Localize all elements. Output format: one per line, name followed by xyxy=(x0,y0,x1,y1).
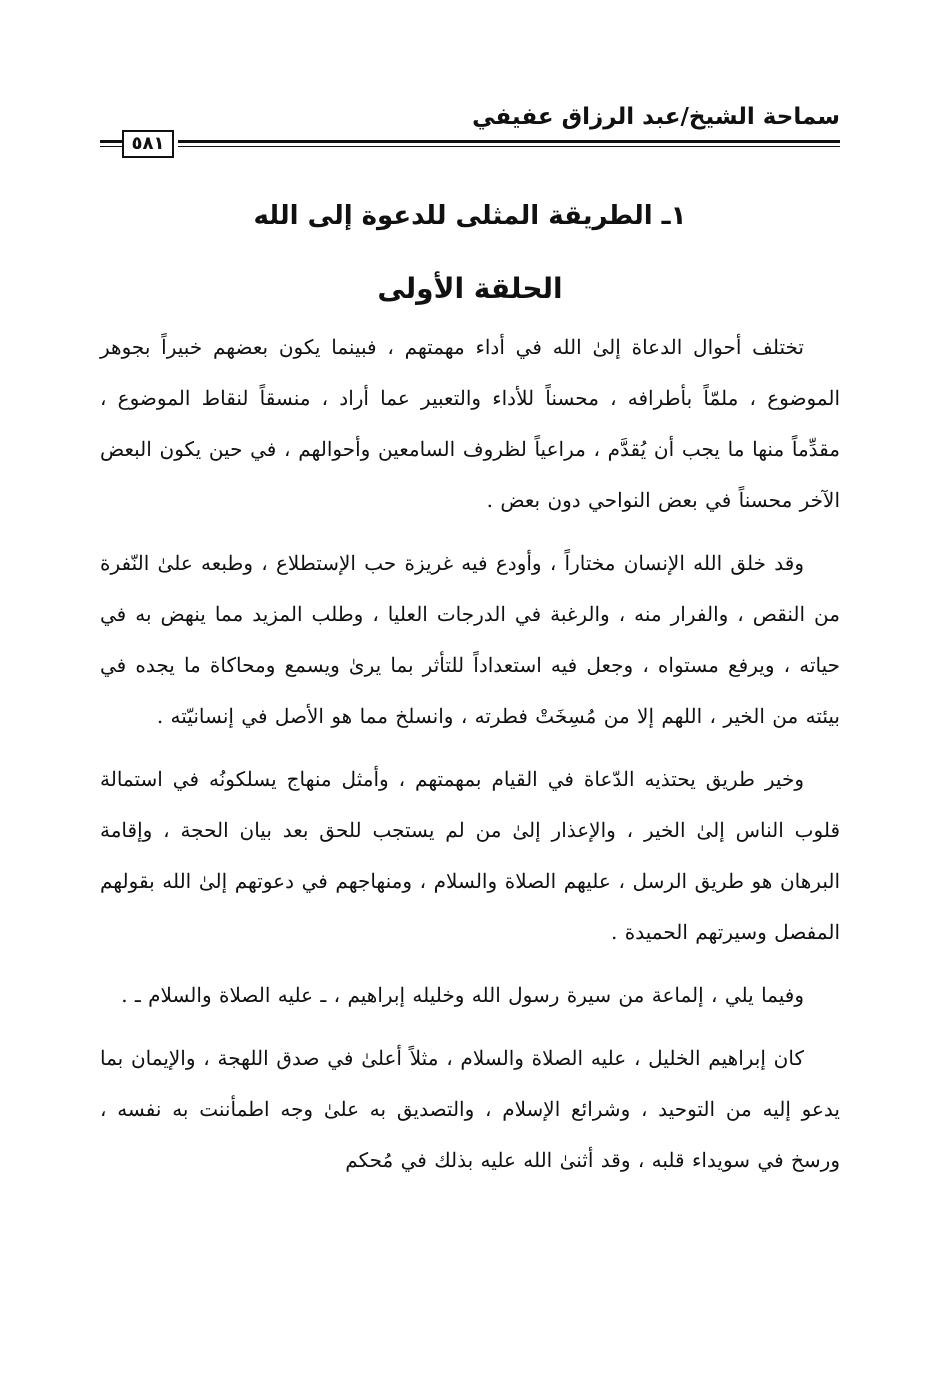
subtitle: الحلقة الأولى xyxy=(377,272,563,305)
paragraph: وخير طريق يحتذيه الدّعاة في القيام بمهمتهم ، وأمثل منهاج يسلكونُه في استمالة قلوب الناس إلىٰ الخير ، والإعذار إلىٰ من لم يستجب للحق بعد بيان الحجة ، وإقامة البرهان هو طريق الرسل ، عليهم الصلاة والسلام ، ومنهاجهم في دعوتهم إلىٰ الله بقولهم المفصل وسيرتهم الحميدة . xyxy=(100,767,840,944)
paragraph: وقد خلق الله الإنسان مختاراً ، وأودع فيه غريزة حب الإستطلاع ، وطبعه علىٰ النّفرة من النقص ، والفرار منه ، والرغبة في الدرجات العليا ، وطلب المزيد مما ينهض به في حياته ، ويرفع مستواه ، وجعل فيه استعداداً للتأثر بما يرىٰ ويسمع ومحاكاة ما يجده في بيئته من الخير ، اللهم إلا من مُسِخَتْ فطرته ، وانسلخ مما هو الأصل في إنسانيّته . xyxy=(100,551,840,728)
running-title: سماحة الشيخ/عبد الرزاق عفيفي xyxy=(472,104,840,130)
page-header xyxy=(100,100,840,160)
page-number: ٥٨١ xyxy=(122,130,174,158)
paragraph: كان إبراهيم الخليل ، عليه الصلاة والسلام ، مثلاً أعلىٰ في صدق اللهجة ، والإيمان بما يدعو إليه من التوحيد ، وشرائع الإسلام ، والتصديق به علىٰ وجه اطمأننت به نفسه ، ورسخ في سويداء قلبه ، وقد أثنىٰ الله عليه بذلك في مُحكم xyxy=(100,1046,840,1172)
header-rule xyxy=(178,140,840,147)
section-title: ١ـ الطريقة المثلى للدعوة إلى الله xyxy=(253,201,687,231)
paragraph: تختلف أحوال الدعاة إلىٰ الله في أداء مهمتهم ، فبينما يكون بعضهم خبيراً بجوهر الموضوع ، ملمّاً بأطرافه ، محسناً للأداء والتعبير عما أراد ، منسقاً لنقاط الموضوع ، مقدِّماً منها ما يجب أن يُقدَّم ، مراعياً لظروف السامعين وأحوالهم ، في حين يكون البعض الآخر محسناً في بعض النواحي دون بعض . xyxy=(100,335,840,512)
body-text xyxy=(100,322,840,1198)
paragraph: وفيما يلي ، إلماعة من سيرة رسول الله وخليله إبراهيم ، ـ عليه الصلاة والسلام ـ . xyxy=(121,983,804,1007)
header-rule-left xyxy=(100,140,124,147)
